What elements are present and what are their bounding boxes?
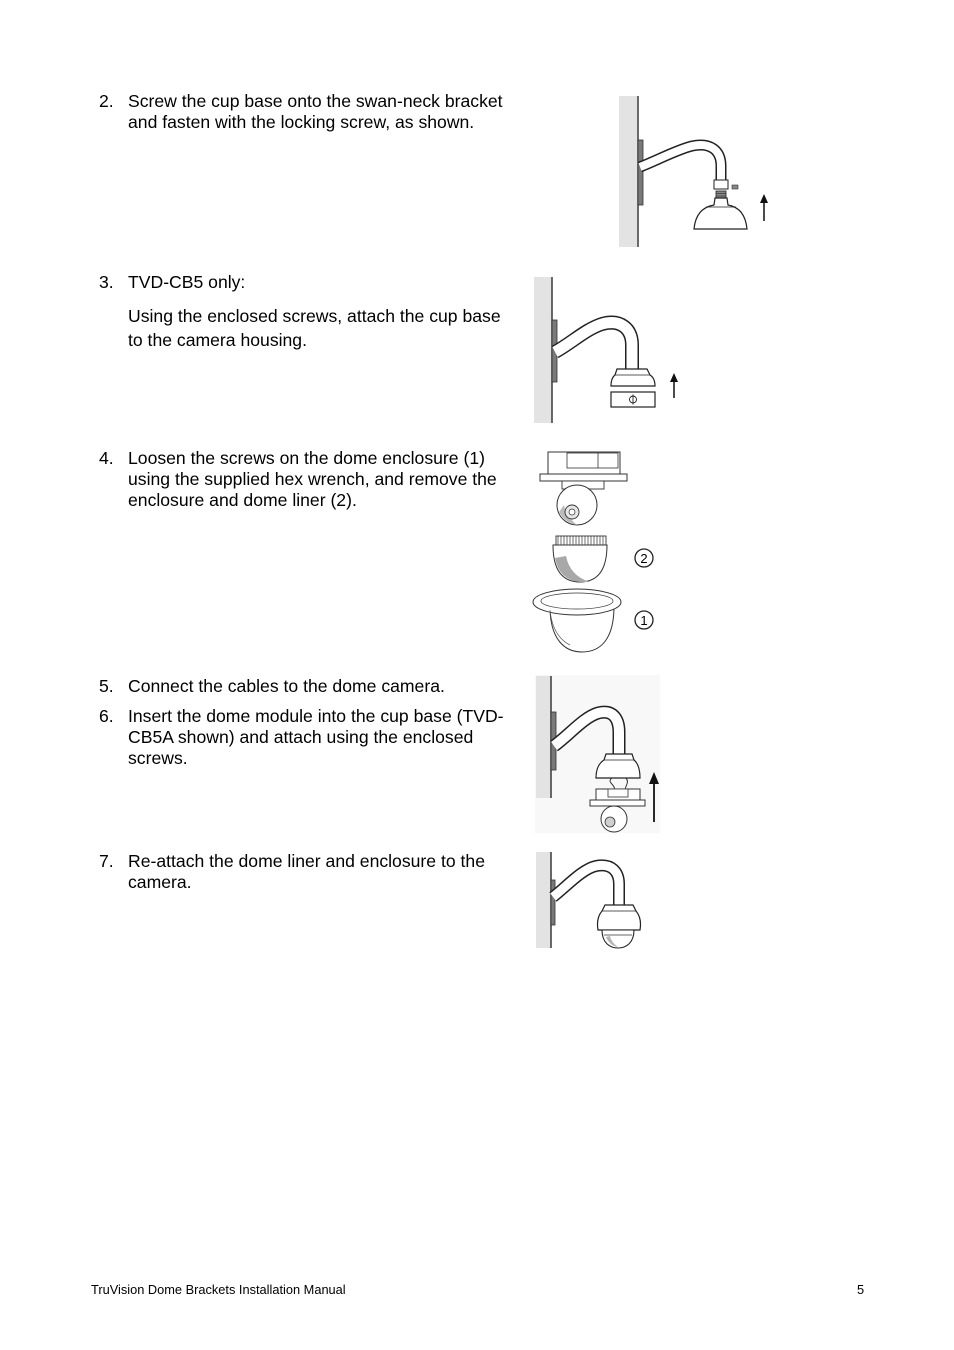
swan-neck-arm [555,323,632,369]
callout-dome-enclosure [635,611,653,629]
figure-assembled-camera [533,850,648,950]
step-line: TVD-CB5 only: [128,271,246,292]
wall [619,96,638,247]
step-number: 5. [99,675,114,696]
step-4 [99,448,519,511]
step-line: Loosen the screws on the dome enclosure (1) [128,447,485,468]
wall-plate [638,140,643,205]
step-2 [99,91,519,133]
cup-base [694,198,747,229]
step-line: camera. [128,871,192,892]
step-7 [99,851,519,893]
camera-mount-box [540,452,627,481]
swan-neck-arm [640,145,721,181]
wall [536,676,551,798]
step-3-note [128,304,528,352]
step-line: Screw the cup base onto the swan-neck bracket [128,90,503,111]
step-line: Re-attach the dome liner and enclosure to the [128,850,485,871]
step-5 [99,676,519,697]
step-line: screws. [128,747,188,768]
step-3 [99,272,519,293]
arrow-up-icon [760,194,768,221]
step-text [128,91,519,133]
wall [534,277,552,423]
wall-plate [551,880,555,925]
step-number: 6. [99,705,114,726]
arm-connector [714,180,728,189]
thread [716,191,726,198]
step-line: CB5A shown) and attach using the enclosed [128,726,474,747]
step-number: 3. [99,271,114,292]
arrow-up-icon [670,373,678,398]
step-text [128,272,519,293]
wall [536,852,551,948]
step-text [128,676,519,697]
step-number: 7. [99,850,114,871]
cup-base [611,369,655,386]
dome-cover [602,930,634,948]
step-number: 4. [99,447,114,468]
figure-cup-base-on-bracket [610,90,780,255]
callout-number: 2 [640,551,648,566]
step-6 [99,706,519,769]
note-line: to the camera housing. [128,330,307,350]
page-number: 5 [857,1282,865,1297]
step-number: 2. [99,90,114,111]
swan-neck-arm [553,865,619,906]
dome-liner [553,536,607,582]
lens-icon [605,817,615,827]
dome-enclosure [533,589,621,652]
step-line: Connect the cables to the dome camera. [128,675,445,696]
footer-title: TruVision Dome Brackets Installation Manual [91,1282,346,1297]
step-text [128,448,519,511]
step-line: Insert the dome module into the cup base (TVD- [128,705,504,726]
figure-module-insert [533,673,663,836]
step-text [128,706,519,769]
camera-module [557,481,604,525]
callout-number: 1 [640,613,648,628]
step-text [128,851,519,893]
figure-housing-attach [528,272,693,428]
note-line: Using the enclosed screws, attach the cup base [128,306,501,326]
camera-housing [611,392,655,407]
step-line: using the supplied hex wrench, and remove the [128,468,497,489]
step-line: enclosure and dome liner (2). [128,489,357,510]
cup-base [598,905,641,930]
locking-screw [732,185,738,189]
step-line: and fasten with the locking screw, as shown. [128,111,475,132]
figure-dome-exploded [528,446,663,658]
callout-dome-liner [635,549,653,567]
